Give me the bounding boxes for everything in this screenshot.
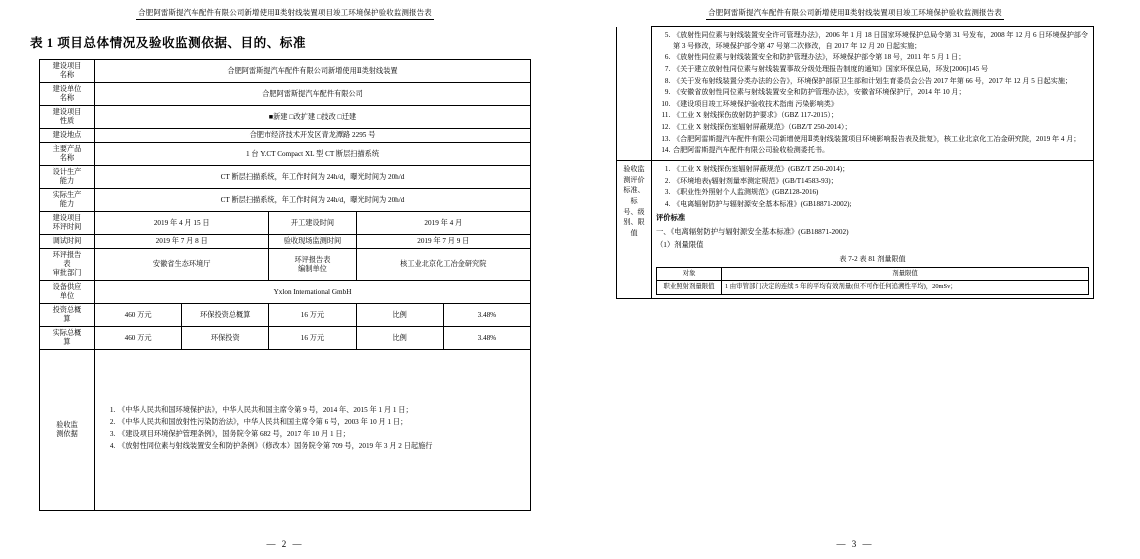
row-value: 合肥阿雷斯提汽车配件有限公司 [95,83,531,106]
basis-cell [95,350,531,511]
table-row-build-time [40,212,531,235]
table-row [40,83,531,106]
table-row [657,281,1089,294]
page-header-right: 合肥阿雷斯提汽车配件有限公司新增使用Ⅱ类射线装置项目竣工环境保护验收监测报告表 [570,0,1140,20]
eia-compiler-label: 环评报告表 编制单位 [269,249,356,281]
row-value: 合肥阿雷斯提汽车配件有限公司新增使用Ⅱ类射线装置 [95,60,531,83]
list-item: 2. 《中华人民共和国放射性污染防治法》，中华人民共和国主席令第 6 号，2003 年 10 月 1 日； [117,417,524,428]
row-label: 设备供应 单位 [40,281,95,304]
list-item: 1. 《中华人民共和国环境保护法》，中华人民共和国主席令第 9 号，2014 年、2015 年 1 月 1 日； [117,405,524,416]
row-label: 建设地点 [40,129,95,143]
eia-compiler-value: 核工业北京化工冶金研究院 [356,249,530,281]
page-title: 表 1 项目总体情况及验收监测依据、目的、标准 [30,36,306,50]
eia-approver: 安徽省生态环境厅 [95,249,269,281]
standard-label: 验收监 测评价 标准、标 号、级 别、限值 [617,161,652,299]
row-label: 实际生产 能力 [40,189,95,212]
project-overview-table [39,59,531,511]
table-header-row [657,268,1089,281]
table-row [40,189,531,212]
table-row-eia [40,249,531,281]
table-row-equipment [40,281,531,304]
monitor-label: 验收现场监测时间 [269,235,356,249]
list-item: 5. 《放射性同位素与射线装置安全许可管理办法》，2006 年 1 月 18 日国家环境保护总局令第 31 号发布，2008 年 12 月 6 日环境保护部令第 3 号修改，环境保护部令第 47 号第二次修改，自 2017 年 12 月 20 日起实施； [672,30,1089,51]
row-label: 建设项目 名称 [40,60,95,83]
build-eia-time-value: 2019 年 4 月 15 日 [95,212,269,235]
actual-env-value: 16 万元 [269,327,356,350]
invest-ratio-value: 3.48% [443,304,530,327]
page-header-left: 合肥阿雷斯提汽车配件有限公司新增使用Ⅱ类射线装置项目竣工环境保护验收监测报告表 [0,0,570,20]
table-row [40,60,531,83]
table-row-standard [617,161,1094,299]
list-item: 4. 《电离辐射防护与辐射源安全基本标准》(GB18871-2002); [672,199,1089,210]
row-label: 建设项目 性质 [40,106,95,129]
list-item: 7. 《关于建立放射性同位素与射线装置事故分级处理报告制度的通知》国家环保总局，环发[2006]145 号 [672,64,1089,75]
eval-standard-title: 评价标准 [656,212,686,222]
list-item: 8. 《关于发布射线装置分类办法的公告》，环境保护部原卫生部和计划生育委员会公告 2017 年第 66 号，2017 年 12 月 5 日起实施； [672,76,1089,87]
table-row [40,143,531,166]
table-row [40,106,531,129]
list-item: 13. 《合肥阿雷斯提汽车配件有限公司新增使用Ⅱ类射线装置项目环境影响报告表及批复》，核工业北京化工冶金研究院，2019 年 4 月； [672,134,1089,145]
table-row-basis [40,350,531,511]
actual-total: 460 万元 [95,327,182,350]
row-label: 投资总概 算 [40,304,95,327]
row-value: CT 断层扫描系统，年工作时间为 24h/d，曝光时间为 20h/d [95,166,531,189]
row-value: 合肥市经济技术开发区青龙潭路 2295 号 [95,129,531,143]
row-value: 1 台 Y.CT Compact XL 型 CT 断层扫描系统 [95,143,531,166]
build-start-label: 开工建设时间 [269,212,356,235]
standard-cell [652,161,1094,299]
column-header-dose-limit: 剂量限值 [722,268,1089,281]
list-item: 1. 《工业 X 射线探伤室辐射屏蔽规范》(GBZ/T 250-2014)； [672,164,1089,175]
inner-table-caption: 表 7-2 表 81 剂量限值 [839,255,906,264]
eval-standard-line2: （1）剂量限值 [656,240,704,250]
actual-env-label: 环保投资 [182,327,269,350]
row-label: 设计生产 能力 [40,166,95,189]
list-item: 3. 《建设项目环境保护管理条例》，国务院令第 682 号，2017 年 10 月 1 日； [117,429,524,440]
cell-object: 职业照射剂量限值 [657,281,722,294]
table-row [40,166,531,189]
basis-continued-cell [652,27,1094,161]
document-page-right [570,0,1140,559]
list-item: 3. 《职业性外照射个人监测规范》(GBZ128-2016) [672,187,1089,198]
invest-env-label: 环保投资总概算 [182,304,269,327]
list-item: 9. 《安徽省放射性同位素与射线装置安全和防护管理办法》，安徽省环境保护厅，2014 年 10 月； [672,87,1089,98]
row-label: 主要产品 名称 [40,143,95,166]
actual-ratio-value: 3.48% [443,327,530,350]
table-row-basis-continued [617,27,1094,161]
row-value: ■新建 □改扩建 □技改 □迁建 [95,106,531,129]
standards-table [616,26,1094,299]
row-label: 环评报告 表 审批部门 [40,249,95,281]
basis-label-empty [617,27,652,161]
list-item: 6. 《放射性同位素与射线装置安全和防护管理办法》，环境保护部令第 18 号，2011 年 5 月 1 日； [672,52,1089,63]
column-header-object: 对象 [657,268,722,281]
invest-ratio-label: 比例 [356,304,443,327]
invest-total: 460 万元 [95,304,182,327]
table-row-actual [40,327,531,350]
table-row-trial [40,235,531,249]
eval-standard-line1: 一、《电离辐射防护与辐射源安全基本标准》(GB18871-2002) [656,226,849,236]
list-item: 12. 《工业 X 射线探伤室辐射屏蔽规范》（GBZ/T 250-2014）； [672,122,1089,133]
monitor-value: 2019 年 7 月 9 日 [356,235,530,249]
table-row [40,129,531,143]
table-row-invest [40,304,531,327]
page-number-right: — 3 — [836,539,874,549]
list-item: 14. 合肥阿雷斯提汽车配件有限公司验收检测委托书。 [672,145,1089,156]
actual-ratio-label: 比例 [356,327,443,350]
row-label: 调试时间 [40,235,95,249]
list-item: 4. 《放射性同位素与射线装置安全和防护条例》（修改本）国务院令第 709 号，2019 年 3 月 2 日起施行 [117,441,524,452]
row-label: 验收监 测依据 [40,350,95,511]
trial-value: 2019 年 7 月 8 日 [95,235,269,249]
page-number-left: — 2 — [266,539,304,549]
invest-env-value: 16 万元 [269,304,356,327]
list-item: 10. 《建设项目竣工环境保护验收技术指南 污染影响类》 [672,99,1089,110]
row-label: 实际总概 算 [40,327,95,350]
cell-dose-limit: 1 由审管部门决定的连续 5 年的平均有效剂量(但不可作任何追溯性平均)，20mSv； [722,281,1089,294]
row-label: 建设项目 环评时间 [40,212,95,235]
row-value: CT 断层扫描系统，年工作时间为 24h/d，曝光时间为 20h/d [95,189,531,212]
list-item: 11. 《工业 X 射线探伤放射防护要求》（GBZ 117-2015）； [672,110,1089,121]
list-item: 2. 《环境地表γ辐射剂量率测定规范》(GB/T14583-93)； [672,176,1089,187]
build-start-value: 2019 年 4 月 [356,212,530,235]
dose-limit-table [656,267,1089,295]
row-label: 建设单位 名称 [40,83,95,106]
equipment-supplier: Yxlon International GmbH [95,281,531,304]
